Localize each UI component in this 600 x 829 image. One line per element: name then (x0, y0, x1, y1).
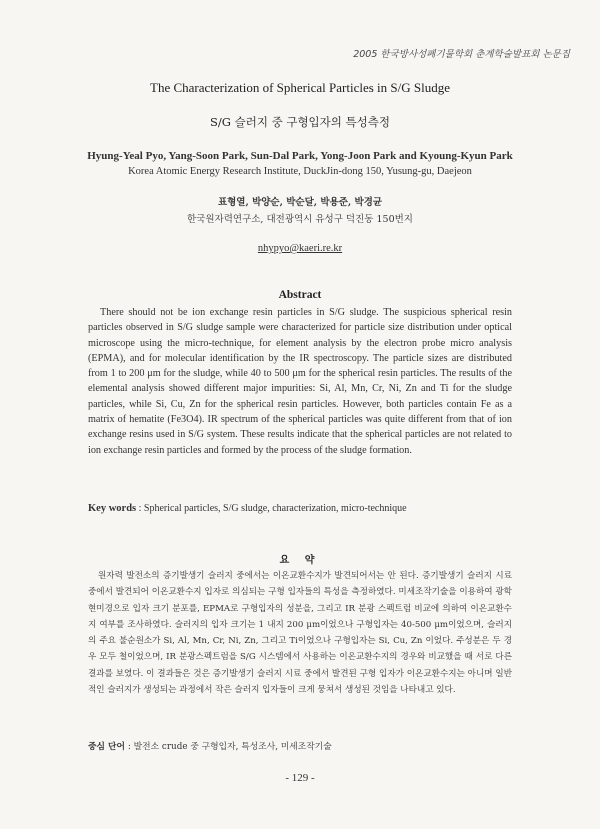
affiliation-english: Korea Atomic Energy Research Institute, DuckJin-dong 150, Yusung-gu, Daejeon (128, 166, 472, 177)
keywords-korean-line (88, 739, 512, 752)
authors-korean: 표형열, 박양순, 박순달, 박용준, 박경균 (217, 197, 383, 208)
korean-abstract-text: 원자력 발전소의 증기발생기 슬러지 중에서는 이온교환수지가 발견되어서는 안 된다. 증기발생기 슬러지 시료 중에서 발견되어 이온교환수지 입자로 의심되는 구형 입자들의 특성을 측정하였다. 미세조작기술을 이용하여 광학현미경으로 입자 크기 분포를, EPMA로 구형입자의 성분을, 그리고 IR 분광 스펙트럼 비교에 의하여 이온교환수지 여부를 조사하였다. 슬러지의 입자 크기는 1 내지 200 μm이었으나 구형입자는 40-500 μm이었으며, 슬러지의 주요 불순원소가 Si, Al, Mn, Cr, Ni, Zn, 그리고 Ti이었으나 구형입자는 Si, Cu, Zn 이었다. 주성분은 두 경우 모두 철이었으며, IR 분광스펙트럼을 S/G 시스템에서 사용하는 이온교환수지의 경우와 비교했을 때 서로 다른 결과를 보였다. 이 결과들은 것은 증기발생기 슬러지 시료 중에서 발견된 구형 입자가 이온교환수지는 아니며 일반적인 슬러지가 생성되는 과정에서 작은 슬러지 입자들이 크게 뭉쳐서 생성된 것임을 나타내고 있다. (88, 571, 512, 696)
affiliation-korean: 한국원자력연구소, 대전광역시 유성구 덕진동 150번지 (187, 214, 413, 225)
keywords-line (88, 503, 512, 514)
keywords-korean-text: : 발전소 crude 중 구형입자, 특성조사, 미세조작기술 (127, 742, 332, 752)
proceedings-header: 2005 한국방사성폐기물학회 춘계학술발표회 논문집 (353, 49, 570, 60)
title-english: The Characterization of Spherical Particles in S/G Sludge (150, 80, 450, 95)
abstract-text: There should not be ion exchange resin particles in S/G sludge. The suspicious spherical resin particles observed in S/G sludge sample were characterized for particle size distribution under optical microscope using the micro-technique, for element analysis by the electron probe micro analysis (EPMA), and for molecular identification by the IR spectroscopy. The particle sizes are distributed from 1 to 200 μm for the sludge, while 40 to 500 μm for the spherical resin particles. The results of the elemental analysis showed different major impurities: Si, Al, Mn, Cr, Ni, Zn and Ti for the sludge particles, while Si, Cu, Zn for the spherical resin particles. However, both particles contain Fe as a matrix of hematite (Fe3O4). IR spectrum of the spherical particles was quite different from that of ion exchange resins used in S/G system. These results indicate that the spherical particles are not related to ion exchange resin particles and formed by the process of the sludge formation. (88, 307, 512, 456)
keywords-korean-label: 중심 단어 (88, 742, 126, 752)
page-number: - 129 - (285, 772, 315, 784)
title-korean: S/G 슬러지 중 구형입자의 특성측정 (210, 115, 390, 129)
keywords-label: Key words (88, 503, 137, 514)
abstract-heading: Abstract (278, 289, 322, 301)
author-email-link[interactable]: nhypyo@kaeri.re.kr (257, 243, 343, 254)
authors-english: Hyung-Yeal Pyo, Yang-Soon Park, Sun-Dal Park, Yong-Joon Park and Kyoung-Kyun Park (87, 150, 513, 162)
keywords-text: : Spherical particles, S/G sludge, characterization, micro-technique (138, 503, 407, 514)
korean-abstract-heading: 요 약 (279, 555, 321, 566)
